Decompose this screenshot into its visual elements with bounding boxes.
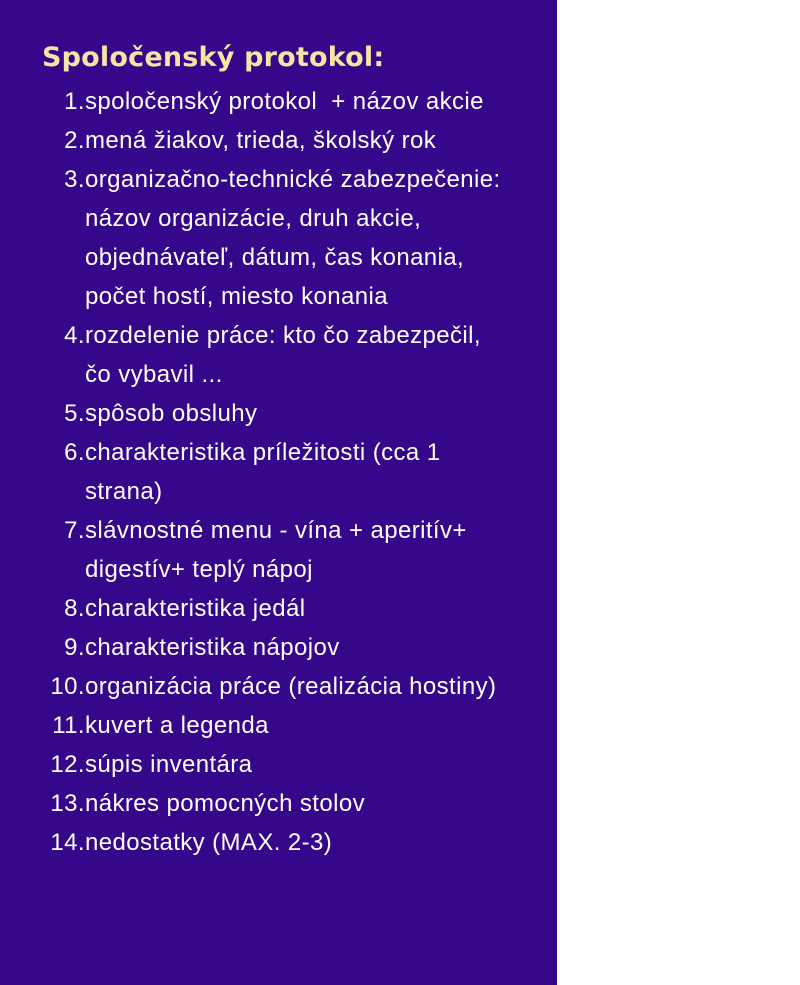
item-number: 3. bbox=[64, 166, 85, 193]
list-item bbox=[42, 706, 557, 745]
item-text: organizácia práce (realizácia hostiny) bbox=[85, 673, 497, 700]
item-number: 14. bbox=[50, 829, 85, 856]
item-text: organizačno-technické zabezpečenie: názov organizácie, druh akcie, objednávateľ, dátum, čas konania, počet hostí, miesto konania bbox=[85, 166, 508, 310]
item-number: 7. bbox=[64, 517, 85, 544]
item-number: 12. bbox=[50, 751, 85, 778]
item-number: 1. bbox=[64, 88, 85, 115]
item-number: 8. bbox=[64, 595, 85, 622]
list-item bbox=[42, 394, 557, 433]
list-item bbox=[42, 589, 557, 628]
list-item bbox=[42, 628, 557, 667]
item-number: 10. bbox=[50, 673, 85, 700]
item-number: 2. bbox=[64, 127, 85, 154]
list-item bbox=[42, 745, 557, 784]
list-item bbox=[42, 667, 557, 706]
item-number: 5. bbox=[64, 400, 85, 427]
list-item bbox=[42, 511, 557, 589]
item-text: charakteristika jedál bbox=[85, 595, 306, 622]
item-number: 6. bbox=[64, 439, 85, 466]
item-text: rozdelenie práce: kto čo zabezpečil, čo vybavil ... bbox=[85, 322, 489, 388]
protocol-list bbox=[42, 82, 557, 862]
item-text: spôsob obsluhy bbox=[85, 400, 258, 427]
item-text: slávnostné menu - vína + aperitív+ digestív+ teplý nápoj bbox=[85, 517, 474, 583]
page-title: Spoločenský protokol: bbox=[42, 42, 385, 73]
item-number: 11. bbox=[52, 712, 85, 739]
item-text: kuvert a legenda bbox=[85, 712, 269, 739]
item-text: mená žiakov, trieda, školský rok bbox=[85, 127, 437, 154]
item-text: charakteristika nápojov bbox=[85, 634, 340, 661]
list-item bbox=[42, 121, 557, 160]
item-number: 4. bbox=[64, 322, 85, 349]
item-text: nákres pomocných stolov bbox=[85, 790, 365, 817]
list-item bbox=[42, 784, 557, 823]
item-text: charakteristika príležitosti (cca 1 strana) bbox=[85, 439, 448, 505]
item-text: nedostatky (MAX. 2-3) bbox=[85, 829, 333, 856]
item-number: 9. bbox=[64, 634, 85, 661]
list-item bbox=[42, 82, 557, 121]
list-item bbox=[42, 823, 557, 862]
list-item bbox=[42, 316, 557, 394]
list-item bbox=[42, 433, 557, 511]
item-text: súpis inventára bbox=[85, 751, 253, 778]
list-item bbox=[42, 160, 557, 316]
item-number: 13. bbox=[50, 790, 85, 817]
item-text: spoločenský protokol + názov akcie bbox=[85, 88, 484, 115]
